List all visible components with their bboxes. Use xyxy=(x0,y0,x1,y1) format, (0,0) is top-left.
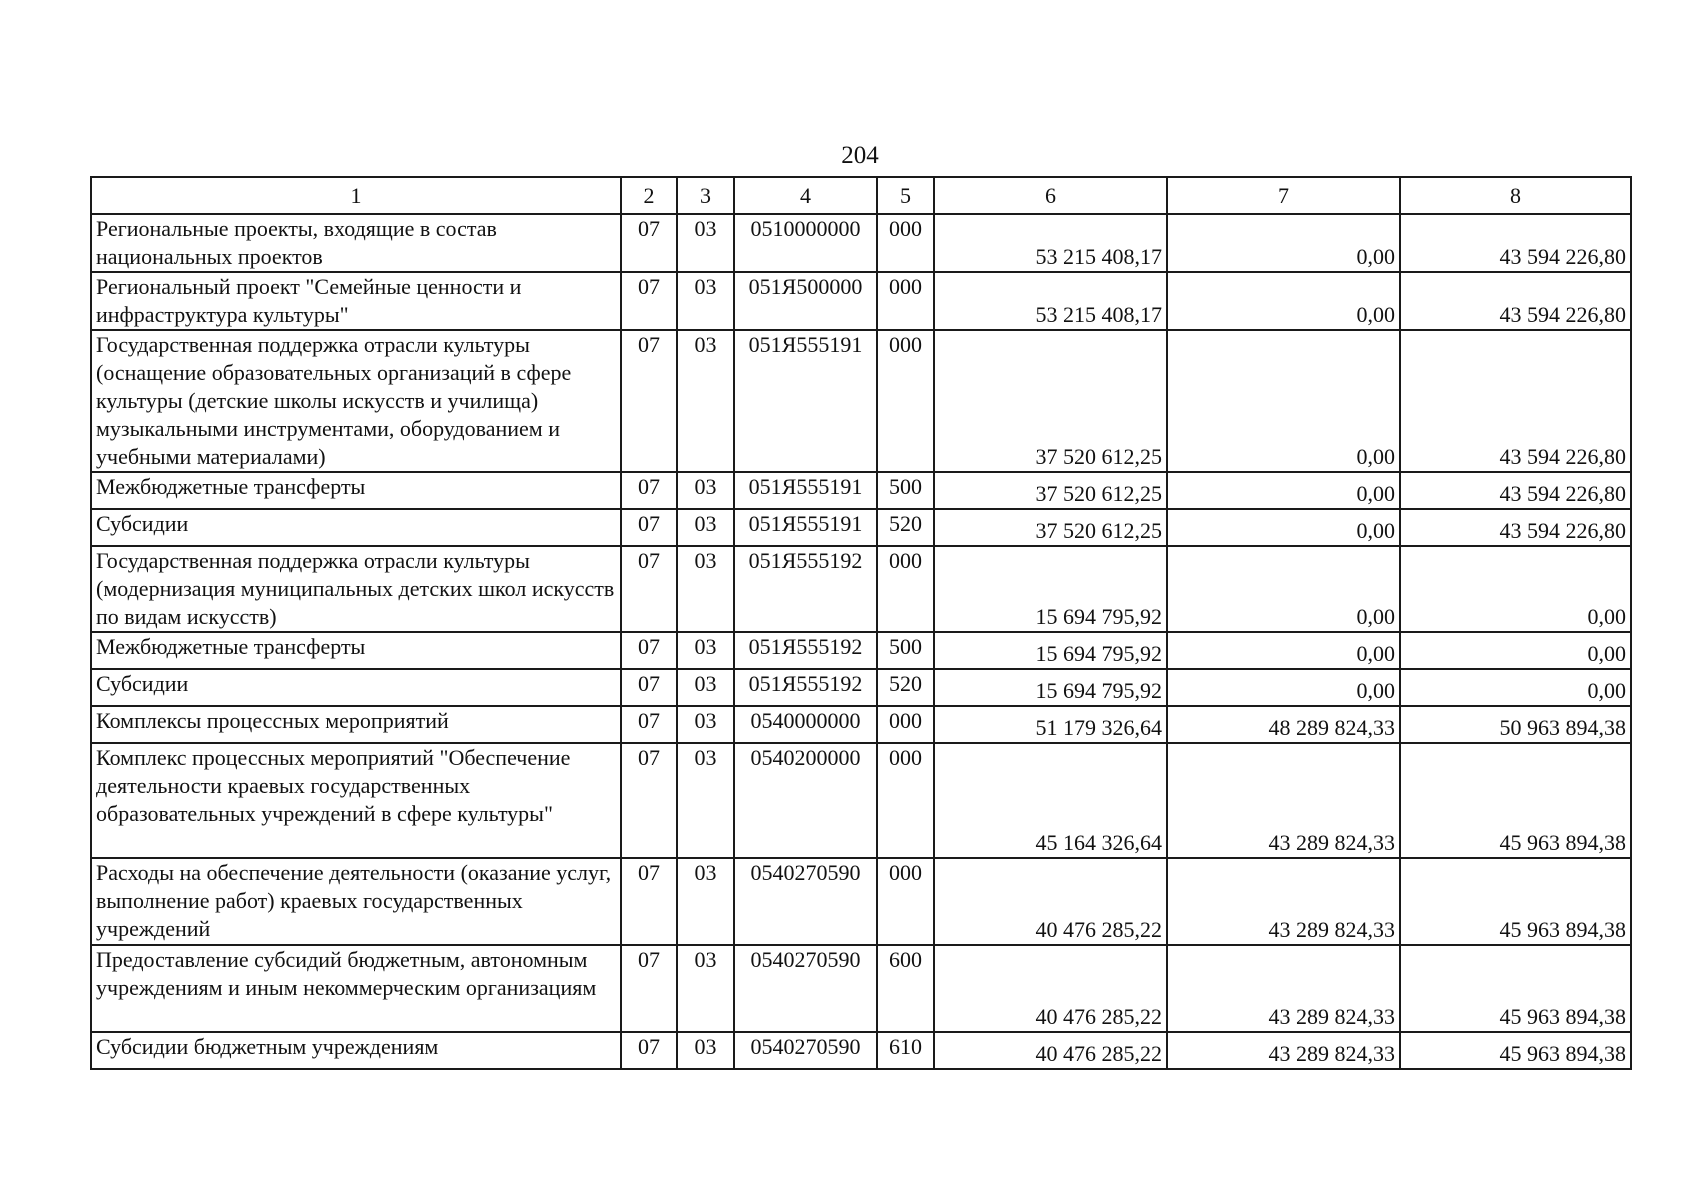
amount-col-6: 40 476 285,22 xyxy=(934,945,1167,1032)
table-row xyxy=(91,706,1631,743)
amount-col-6: 37 520 612,25 xyxy=(934,330,1167,472)
target-article-code: 051Я555191 xyxy=(734,472,877,509)
expense-type-code: 600 xyxy=(877,945,934,1032)
expense-type-code: 610 xyxy=(877,1032,934,1069)
expense-type-code: 500 xyxy=(877,472,934,509)
amount-col-8: 50 963 894,38 xyxy=(1400,706,1631,743)
section-code: 07 xyxy=(621,472,677,509)
section-code: 07 xyxy=(621,546,677,632)
subsection-code: 03 xyxy=(677,472,734,509)
target-article-code: 051Я555191 xyxy=(734,330,877,472)
amount-col-8: 43 594 226,80 xyxy=(1400,330,1631,472)
table-row xyxy=(91,472,1631,509)
section-code: 07 xyxy=(621,330,677,472)
amount-col-6: 15 694 795,92 xyxy=(934,546,1167,632)
item-name: Предоставление субсидий бюджетным, автономным учреждениям и иным некоммерческим организациям xyxy=(91,945,621,1032)
section-code: 07 xyxy=(621,272,677,330)
table-row xyxy=(91,214,1631,272)
section-code: 07 xyxy=(621,945,677,1032)
column-header: 3 xyxy=(677,177,734,214)
amount-col-8: 0,00 xyxy=(1400,546,1631,632)
amount-col-7: 43 289 824,33 xyxy=(1167,743,1400,858)
target-article-code: 0510000000 xyxy=(734,214,877,272)
expense-type-code: 000 xyxy=(877,706,934,743)
target-article-code: 0540270590 xyxy=(734,1032,877,1069)
section-code: 07 xyxy=(621,1032,677,1069)
subsection-code: 03 xyxy=(677,509,734,546)
expense-type-code: 520 xyxy=(877,509,934,546)
target-article-code: 051Я555192 xyxy=(734,546,877,632)
section-code: 07 xyxy=(621,669,677,706)
item-name: Региональный проект "Семейные ценности и инфраструктура культуры" xyxy=(91,272,621,330)
section-code: 07 xyxy=(621,214,677,272)
expense-type-code: 000 xyxy=(877,743,934,858)
table-row xyxy=(91,945,1631,1032)
amount-col-7: 48 289 824,33 xyxy=(1167,706,1400,743)
amount-col-7: 0,00 xyxy=(1167,546,1400,632)
table-row xyxy=(91,632,1631,669)
section-code: 07 xyxy=(621,509,677,546)
subsection-code: 03 xyxy=(677,632,734,669)
item-name: Субсидии xyxy=(91,509,621,546)
expense-type-code: 000 xyxy=(877,546,934,632)
amount-col-7: 0,00 xyxy=(1167,472,1400,509)
item-name: Межбюджетные трансферты xyxy=(91,472,621,509)
item-name: Субсидии бюджетным учреждениям xyxy=(91,1032,621,1069)
column-header: 6 xyxy=(934,177,1167,214)
section-code: 07 xyxy=(621,632,677,669)
amount-col-8: 43 594 226,80 xyxy=(1400,509,1631,546)
table-row xyxy=(91,669,1631,706)
table-row xyxy=(91,330,1631,472)
table-row xyxy=(91,546,1631,632)
item-name: Государственная поддержка отрасли культуры (оснащение образовательных организаций в сфере культуры (детские школы искусств и училища) музыкальными инструментами, оборудованием и учебными материалами) xyxy=(91,330,621,472)
subsection-code: 03 xyxy=(677,330,734,472)
amount-col-6: 53 215 408,17 xyxy=(934,272,1167,330)
amount-col-7: 43 289 824,33 xyxy=(1167,858,1400,945)
table-row xyxy=(91,272,1631,330)
amount-col-8: 0,00 xyxy=(1400,669,1631,706)
table-row xyxy=(91,509,1631,546)
subsection-code: 03 xyxy=(677,706,734,743)
target-article-code: 051Я500000 xyxy=(734,272,877,330)
target-article-code: 051Я555191 xyxy=(734,509,877,546)
section-code: 07 xyxy=(621,743,677,858)
column-header: 5 xyxy=(877,177,934,214)
amount-col-7: 0,00 xyxy=(1167,669,1400,706)
table-row xyxy=(91,1032,1631,1069)
column-header: 2 xyxy=(621,177,677,214)
amount-col-8: 0,00 xyxy=(1400,632,1631,669)
target-article-code: 051Я555192 xyxy=(734,669,877,706)
item-name: Государственная поддержка отрасли культуры (модернизация муниципальных детских школ искусств по видам искусств) xyxy=(91,546,621,632)
amount-col-6: 15 694 795,92 xyxy=(934,669,1167,706)
subsection-code: 03 xyxy=(677,858,734,945)
expense-type-code: 000 xyxy=(877,858,934,945)
page-number: 204 xyxy=(841,142,879,169)
subsection-code: 03 xyxy=(677,1032,734,1069)
amount-col-6: 51 179 326,64 xyxy=(934,706,1167,743)
table-row xyxy=(91,858,1631,945)
amount-col-6: 53 215 408,17 xyxy=(934,214,1167,272)
target-article-code: 0540000000 xyxy=(734,706,877,743)
amount-col-6: 45 164 326,64 xyxy=(934,743,1167,858)
subsection-code: 03 xyxy=(677,214,734,272)
item-name: Расходы на обеспечение деятельности (оказание услуг, выполнение работ) краевых государственных учреждений xyxy=(91,858,621,945)
table-row xyxy=(91,743,1631,858)
amount-col-7: 0,00 xyxy=(1167,509,1400,546)
amount-col-8: 45 963 894,38 xyxy=(1400,743,1631,858)
amount-col-6: 40 476 285,22 xyxy=(934,1032,1167,1069)
column-header: 7 xyxy=(1167,177,1400,214)
amount-col-8: 43 594 226,80 xyxy=(1400,214,1631,272)
item-name: Межбюджетные трансферты xyxy=(91,632,621,669)
amount-col-8: 45 963 894,38 xyxy=(1400,945,1631,1032)
subsection-code: 03 xyxy=(677,669,734,706)
expense-type-code: 000 xyxy=(877,330,934,472)
amount-col-7: 0,00 xyxy=(1167,330,1400,472)
item-name: Региональные проекты, входящие в состав национальных проектов xyxy=(91,214,621,272)
subsection-code: 03 xyxy=(677,272,734,330)
budget-table xyxy=(90,176,1632,1070)
section-code: 07 xyxy=(621,706,677,743)
amount-col-6: 37 520 612,25 xyxy=(934,509,1167,546)
expense-type-code: 000 xyxy=(877,272,934,330)
item-name: Комплекс процессных мероприятий "Обеспечение деятельности краевых государственных образовательных учреждений в сфере культуры" xyxy=(91,743,621,858)
item-name: Субсидии xyxy=(91,669,621,706)
header-row xyxy=(91,177,1631,214)
amount-col-7: 0,00 xyxy=(1167,214,1400,272)
item-name: Комплексы процессных мероприятий xyxy=(91,706,621,743)
amount-col-7: 0,00 xyxy=(1167,272,1400,330)
amount-col-8: 45 963 894,38 xyxy=(1400,858,1631,945)
amount-col-8: 45 963 894,38 xyxy=(1400,1032,1631,1069)
amount-col-6: 37 520 612,25 xyxy=(934,472,1167,509)
section-code: 07 xyxy=(621,858,677,945)
amount-col-8: 43 594 226,80 xyxy=(1400,472,1631,509)
amount-col-6: 15 694 795,92 xyxy=(934,632,1167,669)
amount-col-6: 40 476 285,22 xyxy=(934,858,1167,945)
column-header: 1 xyxy=(91,177,621,214)
column-header: 4 xyxy=(734,177,877,214)
expense-type-code: 520 xyxy=(877,669,934,706)
subsection-code: 03 xyxy=(677,546,734,632)
target-article-code: 0540200000 xyxy=(734,743,877,858)
target-article-code: 051Я555192 xyxy=(734,632,877,669)
subsection-code: 03 xyxy=(677,743,734,858)
amount-col-7: 43 289 824,33 xyxy=(1167,1032,1400,1069)
expense-type-code: 500 xyxy=(877,632,934,669)
target-article-code: 0540270590 xyxy=(734,945,877,1032)
amount-col-7: 43 289 824,33 xyxy=(1167,945,1400,1032)
amount-col-8: 43 594 226,80 xyxy=(1400,272,1631,330)
column-header: 8 xyxy=(1400,177,1631,214)
subsection-code: 03 xyxy=(677,945,734,1032)
target-article-code: 0540270590 xyxy=(734,858,877,945)
amount-col-7: 0,00 xyxy=(1167,632,1400,669)
expense-type-code: 000 xyxy=(877,214,934,272)
